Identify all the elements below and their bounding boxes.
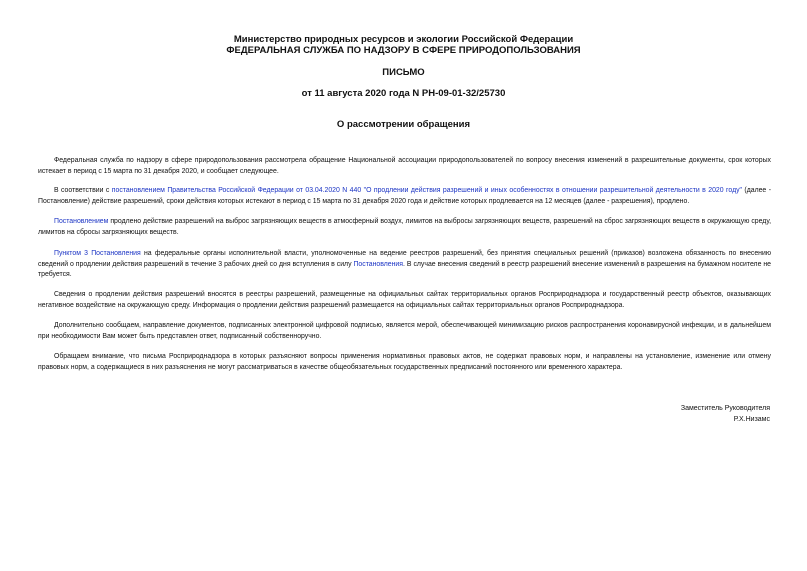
paragraph-6 (38, 321, 771, 342)
paragraph-6-text: Дополнительно сообщаем, направление документов, подписанных электронной цифровой подписью, является мерой, обеспечивающей минимизацию рисков распространения коронавирусной инфекции, и в дальнейшем при необходимости Вам может быть представлен ответ, подписанный собственноручно. (38, 322, 771, 340)
paragraph-5 (38, 290, 771, 311)
paragraph-7-text: Обращаем внимание, что письма Росприроднадзора в которых разъясняют вопросы применения нормативных правовых актов, не содержат правовых норм, и направлены на установление, изменение или отмену правовых норм, а содержащиеся в них разъяснения не могут рассматриваться в качестве общеобязательных государственных предписаний постоянного или временного характера. (38, 353, 771, 371)
paragraph-4-tail: . В случае внесения сведений в реестр разрешений внесение изменений в разрешения на бумажном носителе не требуется. (38, 260, 771, 278)
government-decree-link[interactable]: постановлением Правительства Российской Федерации от 03.04.2020 N 440 "О продлении действия разрешений и иных особенностях в отношении разрешительной деятельности в 2020 году" (111, 187, 742, 194)
paragraph-5-text: Сведения о продлении действия разрешений вносятся в реестры разрешений, размещенные на официальных сайтах территориальных органов Росприроднадзора и государственный реестр объектов, оказывающих негативное воздействие на окружающую среду. Информация о продлении действия разрешений размещается на официальных сайтах территориальных органов Росприроднадзора. (38, 291, 771, 309)
document-type: ПИСЬМО (382, 67, 425, 78)
document-subject: О рассмотрении обращения (336, 119, 471, 130)
decree-link-2[interactable]: Постановления (353, 260, 404, 268)
document-date-number: от 11 августа 2020 года N РН-09-01-32/25730 (301, 88, 506, 99)
ministry-title: Министерство природных ресурсов и экологии Российской Федерации (233, 34, 574, 45)
decree-link[interactable]: Постановлением (54, 218, 109, 225)
signatory-position: Заместитель Руководителя (680, 405, 770, 412)
paragraph-1 (38, 156, 771, 177)
paragraph-7 (38, 352, 771, 373)
paragraph-2-text: (далее - Постановление) действие разрешений, сроки действия которых истекают в период с 15 марта по 31 декабря 2020 года и действие которых продлевается на 12 месяцев (далее - разрешения), продлено. (38, 187, 771, 205)
paragraph-3 (38, 217, 771, 238)
paragraph-3-text: продлено действие разрешений на выброс загрязняющих веществ в атмосферный воздух, лимитов на выбросы загрязняющих веществ, разрешений на сброс загрязняющих веществ в окружающую среду, лимитов на сбросы загрязняющих веществ. (38, 218, 771, 236)
paragraph-4 (38, 249, 771, 281)
paragraph-2 (38, 186, 771, 207)
decree-clause-3-link[interactable]: Пунктом 3 Постановления (54, 250, 141, 257)
paragraph-1-text: Федеральная служба по надзору в сфере природопользования рассмотрела обращение Национальной ассоциации природопользователей по вопросу внесения изменений в разрешительные документы, срок которых истекает в период с 15 марта по 31 декабря 2020, и сообщает следующее. (38, 157, 771, 175)
service-title: ФЕДЕРАЛЬНАЯ СЛУЖБА ПО НАДЗОРУ В СФЕРЕ ПРИРОДОПОЛЬЗОВАНИЯ (226, 45, 581, 56)
paragraph-4-text: на федеральные органы исполнительной власти, уполномоченные на ведение реестров разрешений, без принятия специальных решений (приказов) возложена обязанность по внесению сведений о продлении действия разрешений в течение 3 рабочих дней со дня вступления в силу (38, 250, 771, 268)
paragraph-2-lead: В соответствии с (54, 187, 112, 194)
signatory-name: Р.Х.Низамс (733, 416, 770, 423)
